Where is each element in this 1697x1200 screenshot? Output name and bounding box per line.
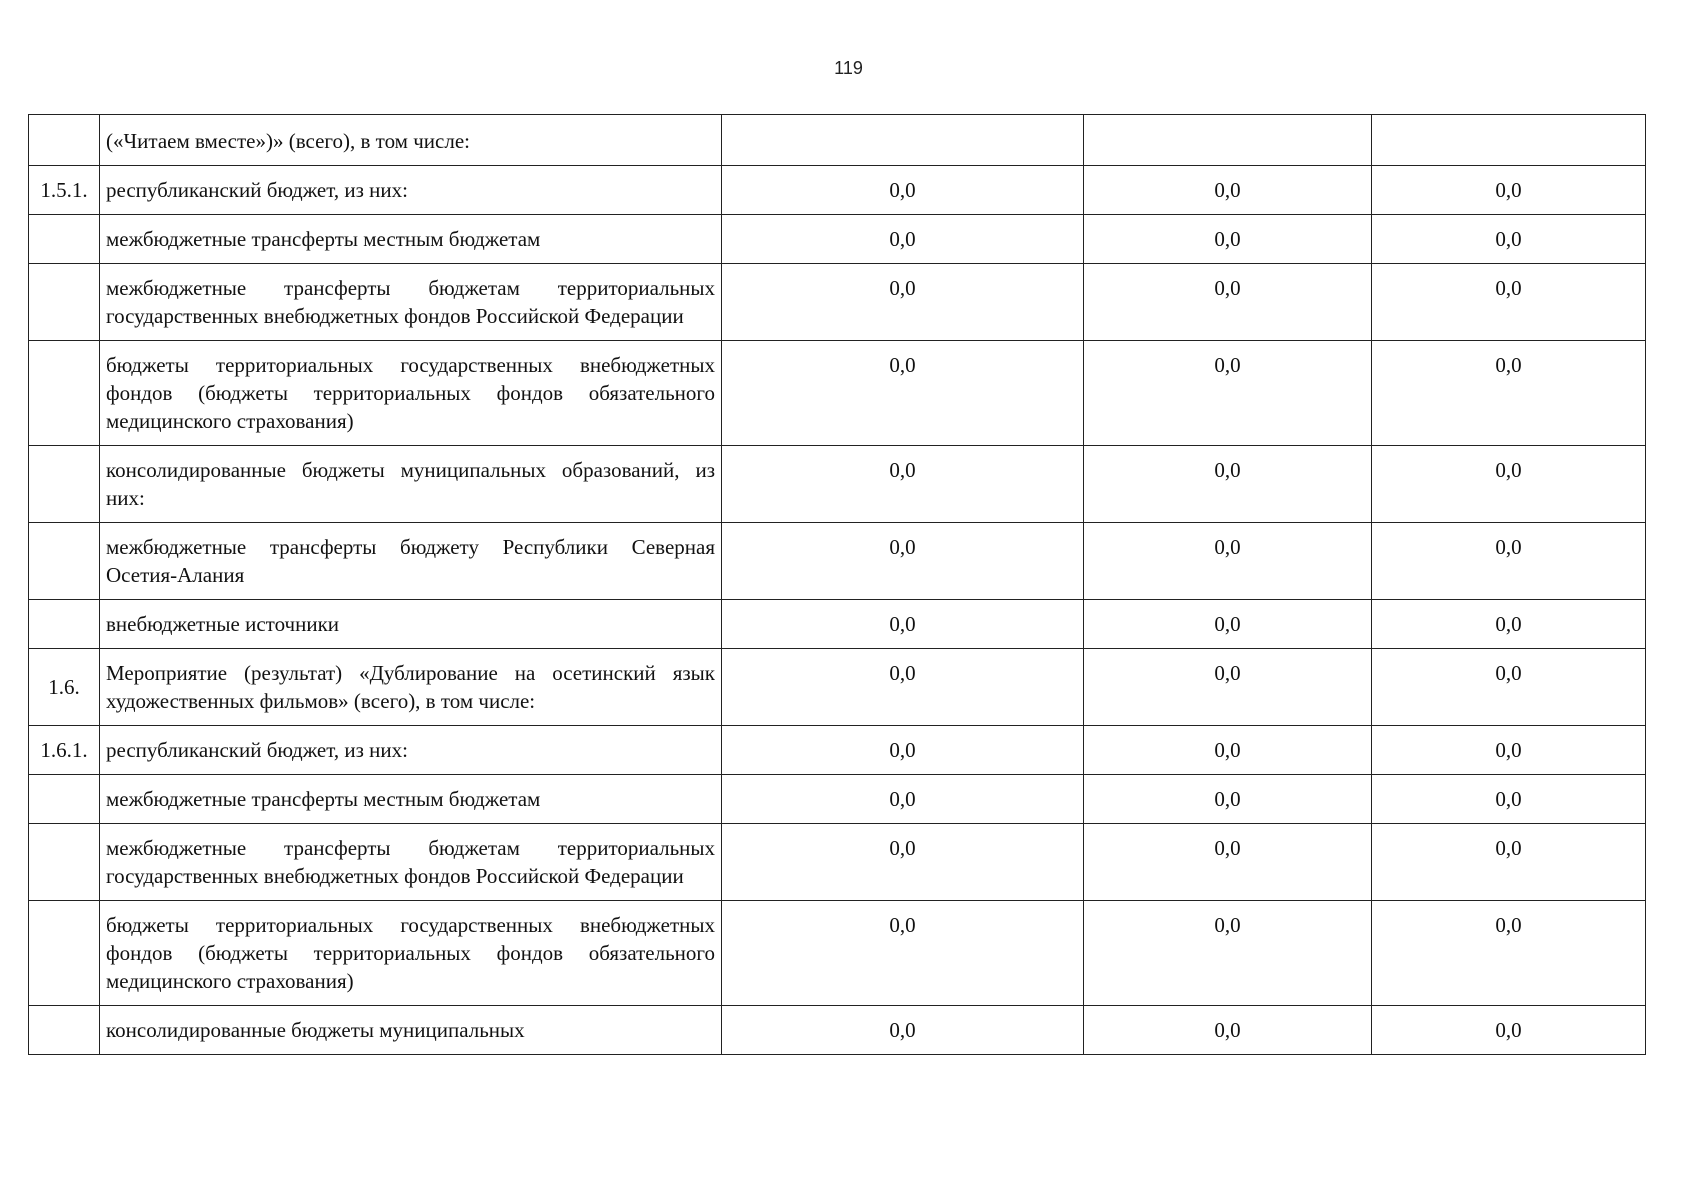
value-cell: 0,0 bbox=[1084, 215, 1372, 264]
row-description: бюджеты территориальных государственных внебюджетных фондов (бюджеты территориальных фондов обязательного медицинского страхования) bbox=[100, 341, 722, 446]
table-row bbox=[29, 649, 1646, 726]
value-cell: 0,0 bbox=[1372, 726, 1646, 775]
row-description: межбюджетные трансферты местным бюджетам bbox=[100, 215, 722, 264]
row-number bbox=[29, 901, 100, 1006]
table-row bbox=[29, 341, 1646, 446]
row-number bbox=[29, 1006, 100, 1055]
value-cell: 0,0 bbox=[1372, 215, 1646, 264]
value-cell: 0,0 bbox=[1372, 600, 1646, 649]
value-cell: 0,0 bbox=[1084, 341, 1372, 446]
table-row bbox=[29, 726, 1646, 775]
value-cell: 0,0 bbox=[1372, 166, 1646, 215]
row-description: внебюджетные источники bbox=[100, 600, 722, 649]
value-cell: 0,0 bbox=[1372, 1006, 1646, 1055]
row-description: Мероприятие (результат) «Дублирование на осетинский язык художественных фильмов» (всего), в том числе: bbox=[100, 649, 722, 726]
value-cell: 0,0 bbox=[1372, 824, 1646, 901]
row-description: консолидированные бюджеты муниципальных bbox=[100, 1006, 722, 1055]
value-cell: 0,0 bbox=[1084, 523, 1372, 600]
value-cell: 0,0 bbox=[1084, 775, 1372, 824]
row-number: 1.5.1. bbox=[29, 166, 100, 215]
row-description: межбюджетные трансферты бюджетам территориальных государственных внебюджетных фондов Российской Федерации bbox=[100, 824, 722, 901]
row-description: республиканский бюджет, из них: bbox=[100, 166, 722, 215]
value-cell: 0,0 bbox=[722, 523, 1084, 600]
row-number: 1.6.1. bbox=[29, 726, 100, 775]
value-cell: 0,0 bbox=[1084, 446, 1372, 523]
value-cell: 0,0 bbox=[722, 215, 1084, 264]
row-number bbox=[29, 824, 100, 901]
table-row bbox=[29, 1006, 1646, 1055]
value-cell: 0,0 bbox=[722, 775, 1084, 824]
value-cell: 0,0 bbox=[722, 264, 1084, 341]
value-cell: 0,0 bbox=[1372, 341, 1646, 446]
row-description: межбюджетные трансферты местным бюджетам bbox=[100, 775, 722, 824]
value-cell: 0,0 bbox=[1084, 600, 1372, 649]
value-cell: 0,0 bbox=[722, 446, 1084, 523]
table-row bbox=[29, 901, 1646, 1006]
value-cell: 0,0 bbox=[722, 901, 1084, 1006]
value-cell: 0,0 bbox=[1084, 901, 1372, 1006]
value-cell: 0,0 bbox=[722, 649, 1084, 726]
table-row bbox=[29, 166, 1646, 215]
table-row bbox=[29, 824, 1646, 901]
value-cell: 0,0 bbox=[1084, 1006, 1372, 1055]
table-row bbox=[29, 775, 1646, 824]
row-description: бюджеты территориальных государственных внебюджетных фондов (бюджеты территориальных фондов обязательного медицинского страхования) bbox=[100, 901, 722, 1006]
row-description: («Читаем вместе»)» (всего), в том числе: bbox=[100, 115, 722, 166]
row-number bbox=[29, 264, 100, 341]
value-cell: 0,0 bbox=[1372, 775, 1646, 824]
value-cell bbox=[1372, 115, 1646, 166]
value-cell: 0,0 bbox=[1372, 901, 1646, 1006]
value-cell bbox=[722, 115, 1084, 166]
page-number: 119 bbox=[834, 58, 863, 78]
value-cell: 0,0 bbox=[722, 1006, 1084, 1055]
table-row bbox=[29, 215, 1646, 264]
row-number bbox=[29, 115, 100, 166]
row-number: 1.6. bbox=[29, 649, 100, 726]
value-cell: 0,0 bbox=[1084, 726, 1372, 775]
row-number bbox=[29, 446, 100, 523]
row-description: республиканский бюджет, из них: bbox=[100, 726, 722, 775]
value-cell: 0,0 bbox=[1084, 649, 1372, 726]
value-cell: 0,0 bbox=[722, 166, 1084, 215]
value-cell: 0,0 bbox=[1372, 264, 1646, 341]
value-cell: 0,0 bbox=[722, 824, 1084, 901]
value-cell: 0,0 bbox=[1084, 824, 1372, 901]
row-description: консолидированные бюджеты муниципальных образований, из них: bbox=[100, 446, 722, 523]
value-cell: 0,0 bbox=[1084, 264, 1372, 341]
row-description: межбюджетные трансферты бюджетам территориальных государственных внебюджетных фондов Российской Федерации bbox=[100, 264, 722, 341]
row-number bbox=[29, 600, 100, 649]
row-number bbox=[29, 523, 100, 600]
budget-table bbox=[28, 114, 1646, 1055]
row-number bbox=[29, 341, 100, 446]
table-row bbox=[29, 600, 1646, 649]
value-cell: 0,0 bbox=[722, 726, 1084, 775]
value-cell: 0,0 bbox=[1084, 166, 1372, 215]
table-row bbox=[29, 264, 1646, 341]
value-cell: 0,0 bbox=[722, 600, 1084, 649]
value-cell: 0,0 bbox=[1372, 649, 1646, 726]
value-cell: 0,0 bbox=[1372, 446, 1646, 523]
row-number bbox=[29, 215, 100, 264]
value-cell: 0,0 bbox=[722, 341, 1084, 446]
table-row bbox=[29, 115, 1646, 166]
value-cell bbox=[1084, 115, 1372, 166]
row-description: межбюджетные трансферты бюджету Республики Северная Осетия-Алания bbox=[100, 523, 722, 600]
value-cell: 0,0 bbox=[1372, 523, 1646, 600]
table-row bbox=[29, 446, 1646, 523]
table-row bbox=[29, 523, 1646, 600]
row-number bbox=[29, 775, 100, 824]
